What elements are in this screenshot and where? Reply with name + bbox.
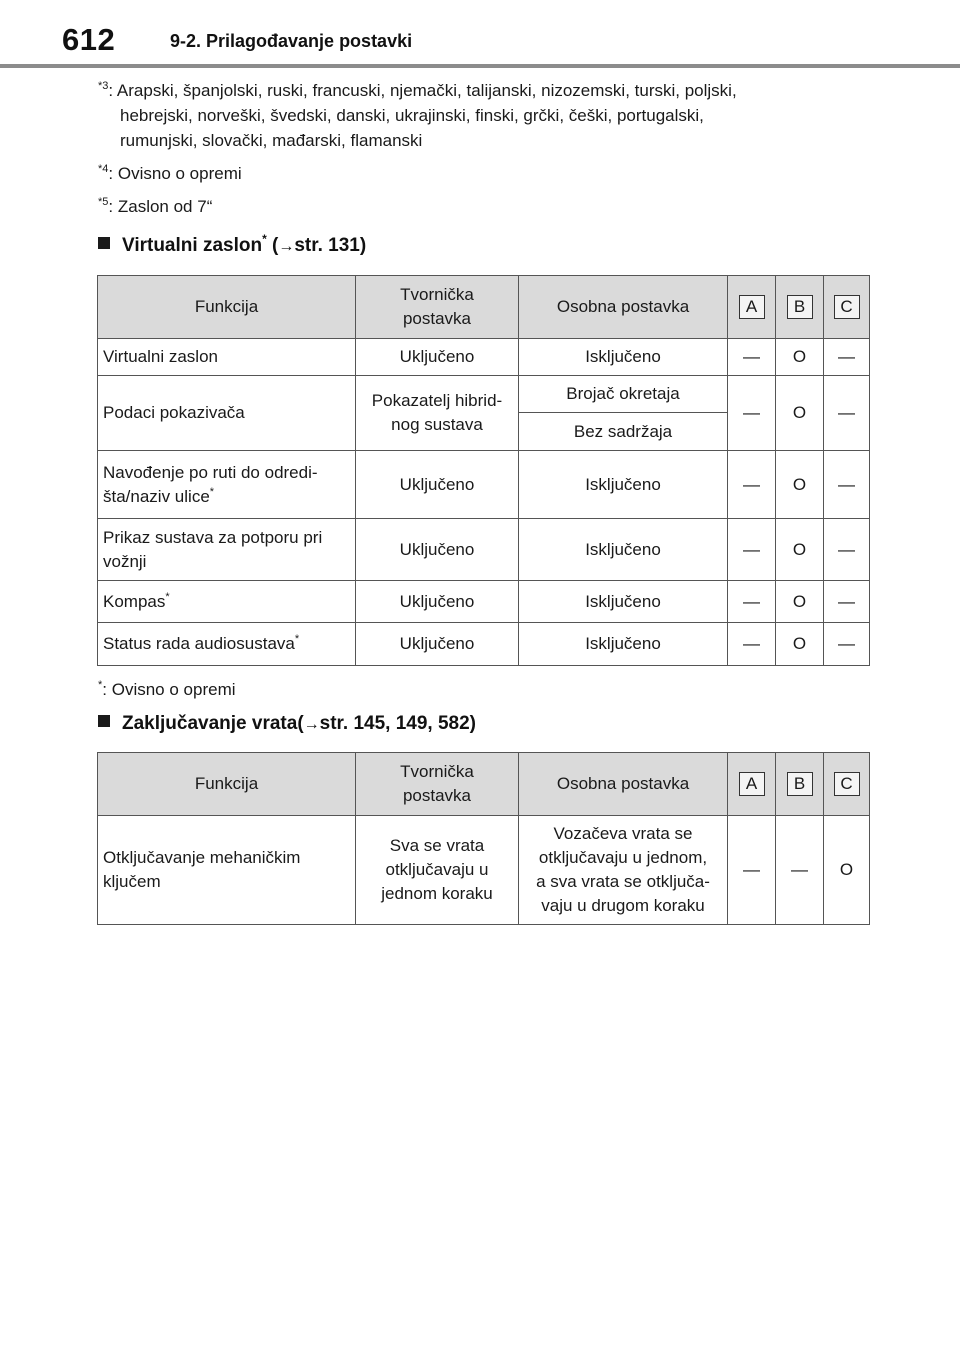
- footnote-4: $^{*4}$: Ovisno o opremi: [98, 163, 242, 183]
- column-header-c: C: [824, 276, 870, 339]
- column-header-custom: Osobna postavka: [519, 753, 728, 816]
- footnote-mark: *3: [98, 80, 109, 92]
- table-row: Bez sadržaja: [98, 413, 870, 451]
- table-row: Navođenje po ruti do odredi- šta/naziv ulice* Uključeno Isključeno — O —: [98, 451, 870, 519]
- column-header-b: B: [776, 753, 824, 816]
- table-row: Virtualni zaslon Uključeno Isključeno — O —: [98, 339, 870, 376]
- table-row: Podaci pokazivača Pokazatelj hibrid- nog sustava Brojač okretaja — O —: [98, 376, 870, 413]
- section-heading-door-lock: Zaključavanje vrata(→str. 145, 149, 582): [98, 713, 476, 735]
- table-row: Prikaz sustava za potporu pri vožnji Uključeno Isključeno — O —: [98, 519, 870, 581]
- arrow-right-icon: →: [303, 716, 320, 733]
- bullet-square-icon: [98, 715, 110, 727]
- table-footnote: *: Ovisno o opremi: [98, 679, 236, 699]
- table-header-row: [98, 276, 870, 339]
- column-header-a: A: [728, 276, 776, 339]
- page-number: 612: [62, 22, 116, 57]
- section-heading-virtual-display: Virtualni zaslon* (→str. 131): [98, 235, 366, 257]
- section-title: 9-2. Prilagođavanje postavki: [170, 31, 413, 51]
- column-header-b: B: [776, 276, 824, 339]
- column-header-function: Funkcija: [98, 753, 356, 816]
- page-reference[interactable]: str. 131): [294, 235, 367, 256]
- table-header-row: [98, 753, 870, 816]
- settings-table-virtual-display: [97, 275, 870, 666]
- column-header-function: Funkcija: [98, 276, 356, 339]
- page-header: [0, 0, 960, 70]
- footnote-5: $^{*5}$: Zaslon od 7“: [98, 196, 213, 216]
- page-reference[interactable]: str. 145, 149, 582): [319, 713, 476, 734]
- column-header-c: C: [824, 753, 870, 816]
- column-header-custom: Osobna postavka: [519, 276, 728, 339]
- settings-table-door-lock: [97, 752, 870, 925]
- column-header-a: A: [728, 753, 776, 816]
- table-row: Otključavanje mehaničkim ključem Sva se vrata otključavaju u jednom koraku Vozačeva vrata se otključavaju u jednom, a sva vrata se otključa- vaju u drugom koraku — — O: [98, 816, 870, 925]
- arrow-right-icon: →: [278, 238, 295, 255]
- column-header-factory: Tvornička postavka: [356, 753, 519, 816]
- column-header-factory: Tvornička postavka: [356, 276, 519, 339]
- table-row: Status rada audiosustava* Uključeno Isključeno — O —: [98, 623, 870, 666]
- header-divider: [0, 64, 960, 68]
- footnote-3: $^{*3}$: Arapski, španjolski, ruski, francuski, njemački, talijanski, nizozemski, turski, poljski, hebrejski, norveški, švedski, danski, ukrajinski, finski, grčki, češki, portugalski, rumunjski, slovački, mađarski, flamanski: [98, 80, 737, 150]
- table-row: Kompas* Uključeno Isključeno — O —: [98, 581, 870, 623]
- footnote-mark: *4: [98, 163, 109, 175]
- footnote-mark: *5: [98, 196, 109, 208]
- bullet-square-icon: [98, 237, 110, 249]
